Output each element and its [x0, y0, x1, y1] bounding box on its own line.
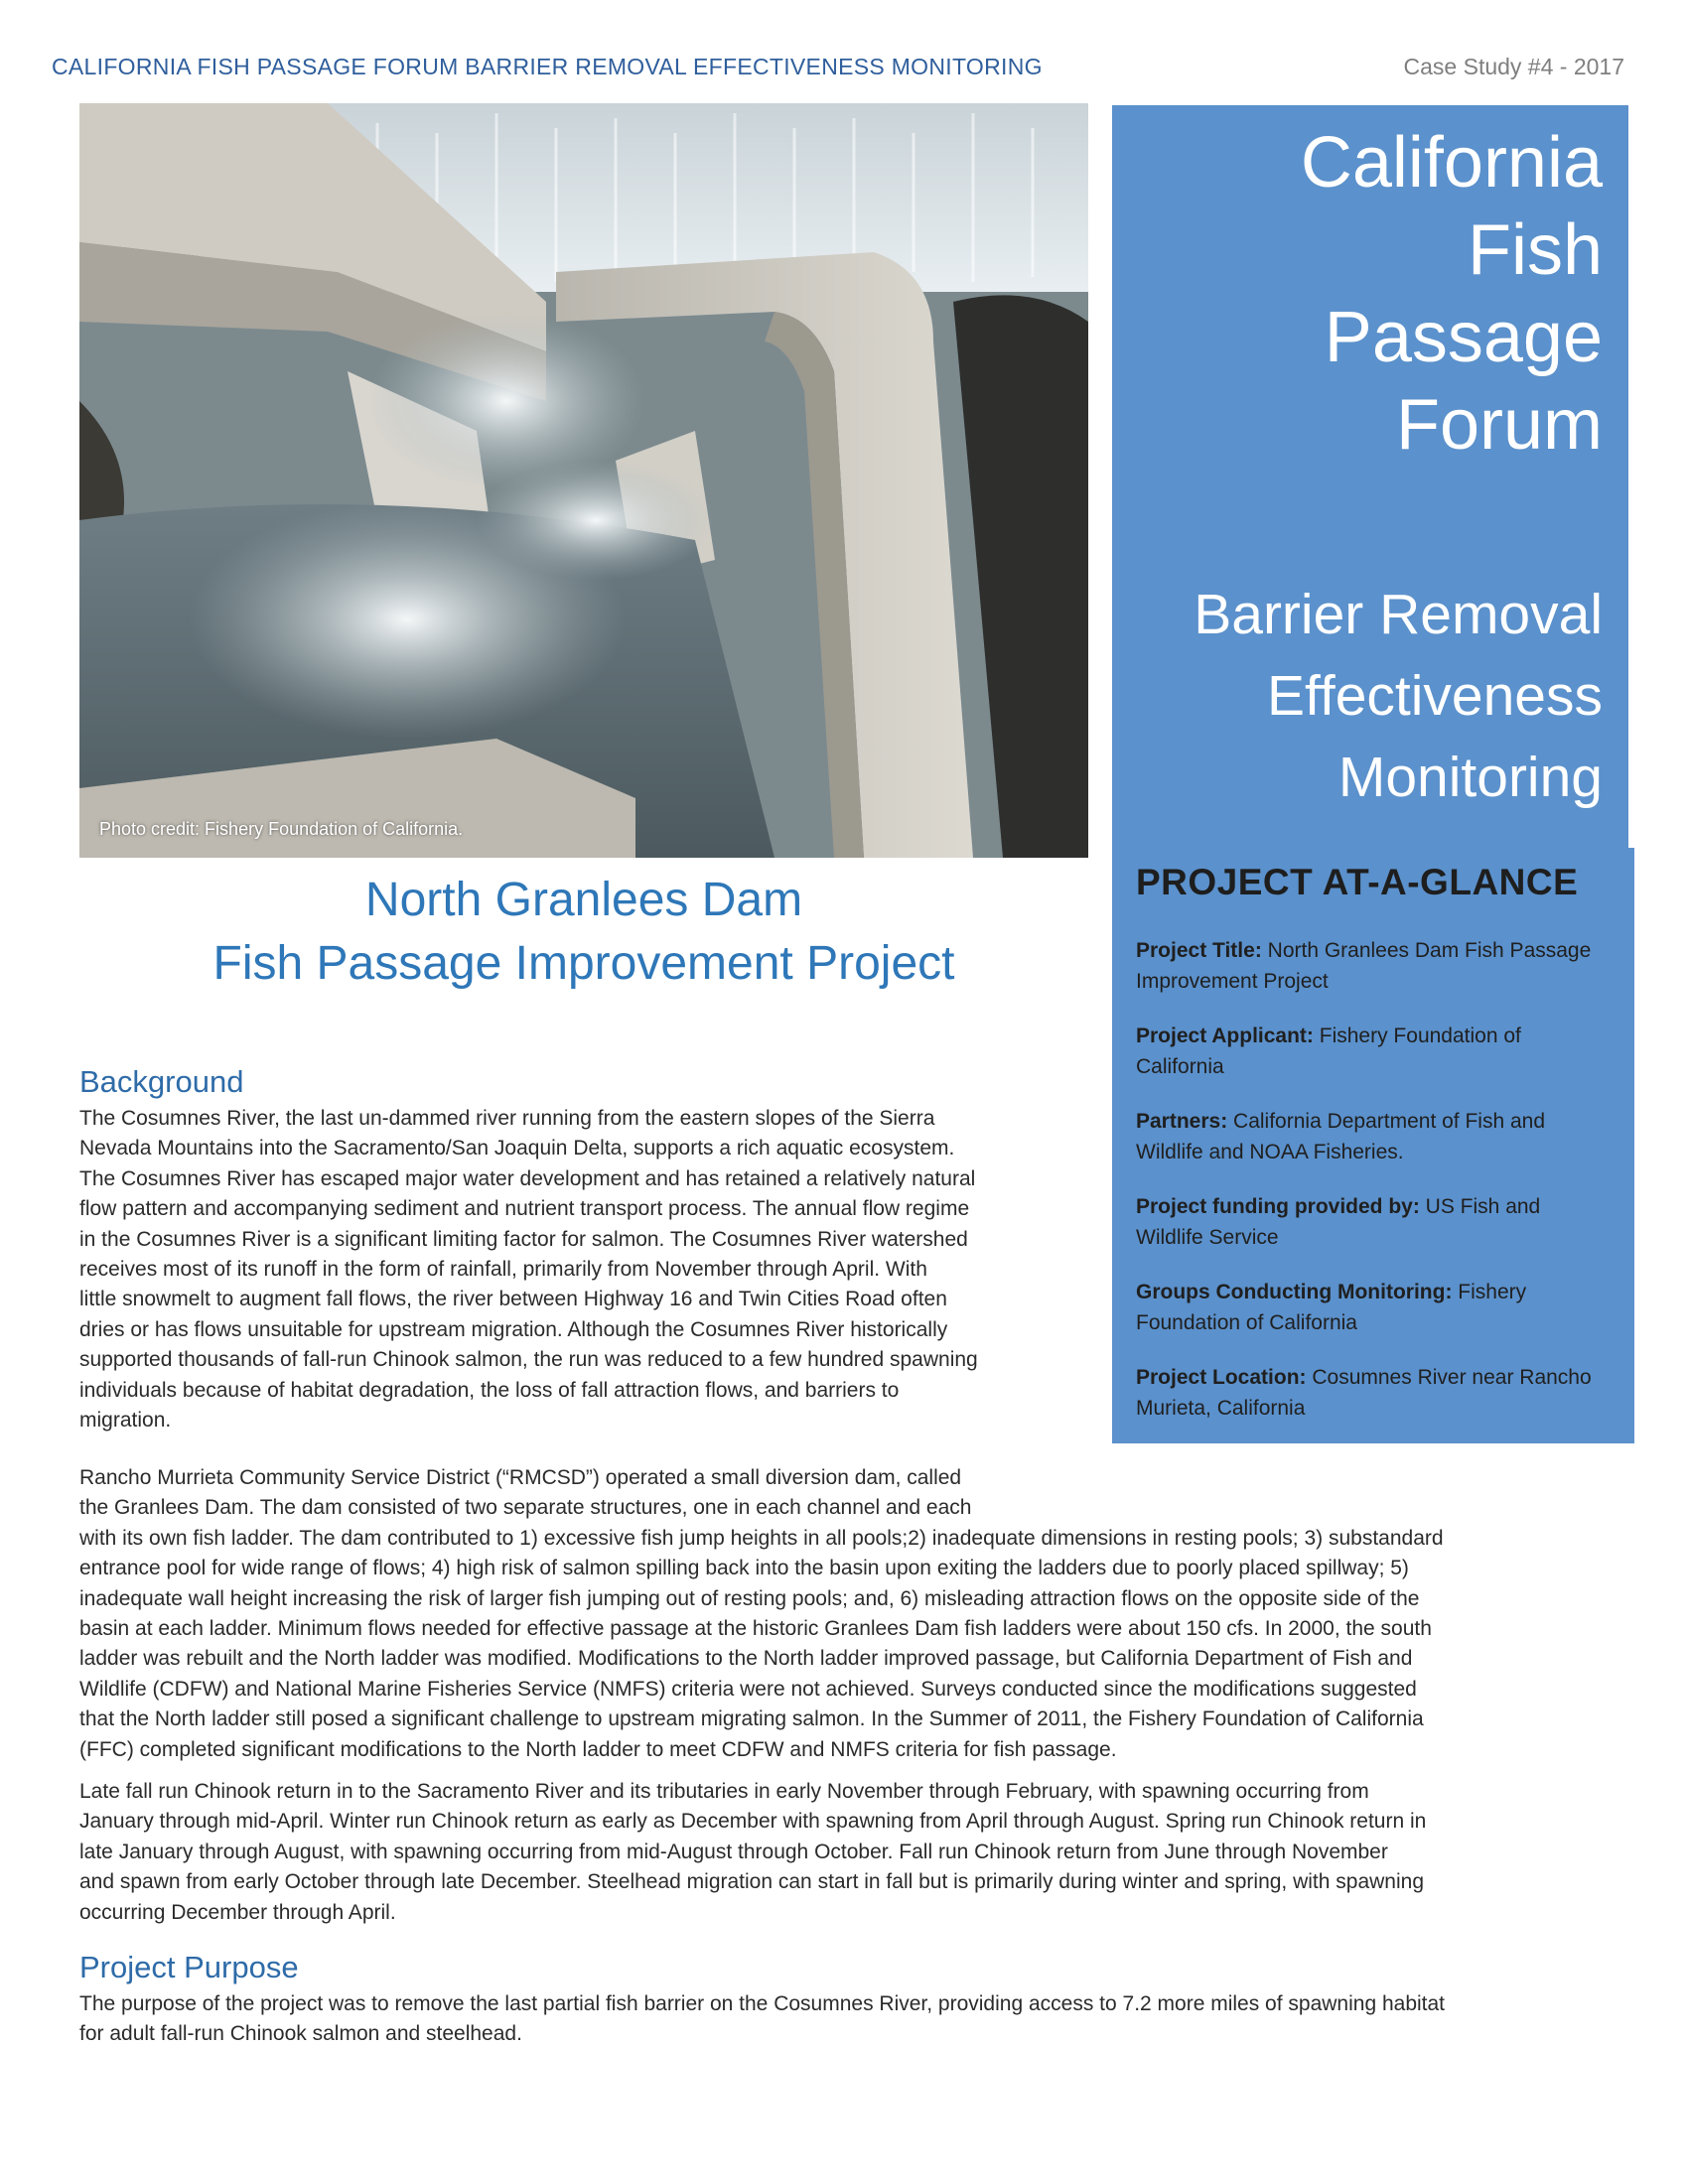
forum-title-line: California [1300, 123, 1603, 203]
glance-value: Fishery Foundation of California [1136, 1024, 1521, 1078]
text-line: ladder was rebuilt and the North ladder was modified. Modifications to the North ladder improved passage, but California Department of Fish and [79, 1647, 1413, 1671]
glance-label: Project Applicant: [1136, 1024, 1314, 1047]
text-line: that the North ladder still posed a significant challenge to upstream migrating salmon. In the Summer of 2011, the Fishery Foundation of California [79, 1707, 1424, 1731]
project-title-line: North Granlees Dam [364, 874, 803, 926]
project-purpose-heading: Project Purpose [79, 1950, 299, 1984]
glance-label: Project Location: [1136, 1366, 1307, 1389]
text-line: Wildlife (CDFW) and National Marine Fisheries Service (NMFS) criteria were not achieved. Surveys conducted since the modifications suggested [79, 1677, 1417, 1701]
project-at-a-glance-box [1112, 848, 1634, 1443]
text-line: for adult fall-run Chinook salmon and steelhead. [79, 2022, 522, 2045]
glance-value: Fishery Foundation of California [1136, 1281, 1527, 1334]
background-heading: Background [79, 1064, 244, 1099]
text-line: Rancho Murrieta Community Service District (“RMCSD”) operated a small diversion dam, called [79, 1466, 962, 1489]
glance-item-applicant [1136, 1021, 1605, 1082]
text-line: January through mid-April. Winter run Chinook return as early as December with spawning from April through August. Spring run Chinook return in [79, 1810, 1427, 1834]
glance-value: US Fish and Wildlife Service [1136, 1195, 1541, 1249]
glance-label: Project funding provided by: [1136, 1195, 1420, 1218]
program-subtitle-line: Monitoring [1337, 746, 1603, 809]
text-line: basin at each ladder. Minimum flows needed for effective passage at the historic Granlees Dam fish ladders were about 150 cfs. In 2000, the south [79, 1617, 1432, 1641]
forum-title [1112, 119, 1603, 469]
text-line: flow pattern and accompanying sediment and nutrient transport process. The annual flow regime [79, 1197, 970, 1221]
glance-label: Groups Conducting Monitoring: [1136, 1281, 1453, 1303]
forum-title-panel [1112, 105, 1628, 848]
text-line: little snowmelt to augment fall flows, the river between Highway 16 and Twin Cities Road often [79, 1288, 947, 1311]
text-line: (FFC) completed significant modifications to the North ladder to meet CDFW and NMFS criteria for fish passage. [79, 1737, 1117, 1761]
text-line: in the Cosumnes River is a significant limiting factor for salmon. The Cosumnes River watershed [79, 1227, 968, 1251]
background-paragraph-1 [79, 1104, 1068, 1435]
text-line: late January through August, with spawning occurring from mid-August through October. Fall run Chinook return from June through November [79, 1840, 1388, 1863]
text-line: and spawn from early October through late December. Steelhead migration can start in fall but is primarily during winter and spring, with spawning [79, 1870, 1425, 1894]
glance-heading: PROJECT AT-A-GLANCE [1136, 862, 1579, 902]
glance-item-location [1136, 1362, 1605, 1424]
text-line: occurring December through April. [79, 1900, 396, 1924]
program-subtitle-line: Effectiveness [1267, 664, 1603, 728]
running-header-title: CALIFORNIA FISH PASSAGE FORUM BARRIER REMOVAL EFFECTIVENESS MONITORING [52, 54, 1043, 79]
text-line: the Granlees Dam. The dam consisted of two separate structures, one in each channel and each [79, 1496, 972, 1520]
text-line: Nevada Mountains into the Sacramento/San Joaquin Delta, supports a rich aquatic ecosystem. [79, 1137, 955, 1160]
program-subtitle-line: Barrier Removal [1194, 583, 1603, 646]
glance-item-partners [1136, 1106, 1605, 1167]
project-title-line: Fish Passage Improvement Project [212, 937, 955, 990]
text-line: dries or has flows unsuitable for upstream migration. Although the Cosumnes River historically [79, 1317, 948, 1341]
text-line: The Cosumnes River, the last un-dammed river running from the eastern slopes of the Sierra [79, 1107, 935, 1130]
glance-label: Project Title: [1136, 939, 1262, 962]
forum-title-line: Forum [1395, 385, 1603, 465]
program-subtitle [1112, 574, 1603, 818]
text-line: individuals because of habitat degradation, the loss of fall attraction flows, and barriers to [79, 1378, 900, 1402]
glance-item-monitoring [1136, 1277, 1605, 1338]
text-line: migration. [79, 1409, 172, 1433]
text-line: with its own fish ladder. The dam contributed to 1) excessive fish jump heights in all pools;2) inadequate dimensions in resting pools; 3) substandard [79, 1526, 1444, 1550]
project-purpose-paragraph [79, 1989, 1609, 2045]
glance-item-title [1136, 935, 1605, 997]
project-title [79, 869, 1088, 996]
photo-credit: Photo credit: Fishery Foundation of California. [99, 819, 464, 839]
forum-title-line: Fish [1467, 210, 1603, 290]
glance-value: California Department of Fish and Wildlife and NOAA Fisheries. [1136, 1110, 1546, 1163]
text-line: receives most of its runoff in the form of rainfall, primarily from November through April. With [79, 1258, 927, 1282]
text-line: inadequate wall height increasing the risk of larger fish jumping out of resting pools; and, 6) misleading attraction flows on the opposite side of the [79, 1586, 1420, 1610]
text-line: The purpose of the project was to remove the last partial fish barrier on the Cosumnes River, providing access to 7.2 more miles of spawning habitat [79, 1992, 1446, 2015]
text-line: supported thousands of fall-run Chinook salmon, the run was reduced to a few hundred spawning [79, 1348, 978, 1372]
text-line: The Cosumnes River has escaped major water development and has retained a relatively natural [79, 1166, 976, 1190]
running-header-case-study: Case Study #4 - 2017 [1403, 54, 1624, 79]
text-line: entrance pool for wide range of flows; 4) high risk of salmon spilling back into the basin upon exiting the ladders due to poorly placed spillway; 5) [79, 1557, 1409, 1580]
glance-value: Cosumnes River near Rancho Murieta, California [1136, 1366, 1592, 1420]
fish-ladder-photo [79, 103, 1088, 858]
forum-title-line: Passage [1324, 298, 1603, 377]
background-paragraph-2 [79, 1463, 1609, 1765]
glance-value: North Granlees Dam Fish Passage Improvement Project [1136, 939, 1592, 993]
background-paragraph-3 [79, 1777, 1609, 1928]
text-line: Late fall run Chinook return in to the Sacramento River and its tributaries in early November through February, with spawning occurring from [79, 1780, 1369, 1803]
glance-label: Partners: [1136, 1110, 1228, 1133]
glance-item-funding [1136, 1191, 1605, 1253]
